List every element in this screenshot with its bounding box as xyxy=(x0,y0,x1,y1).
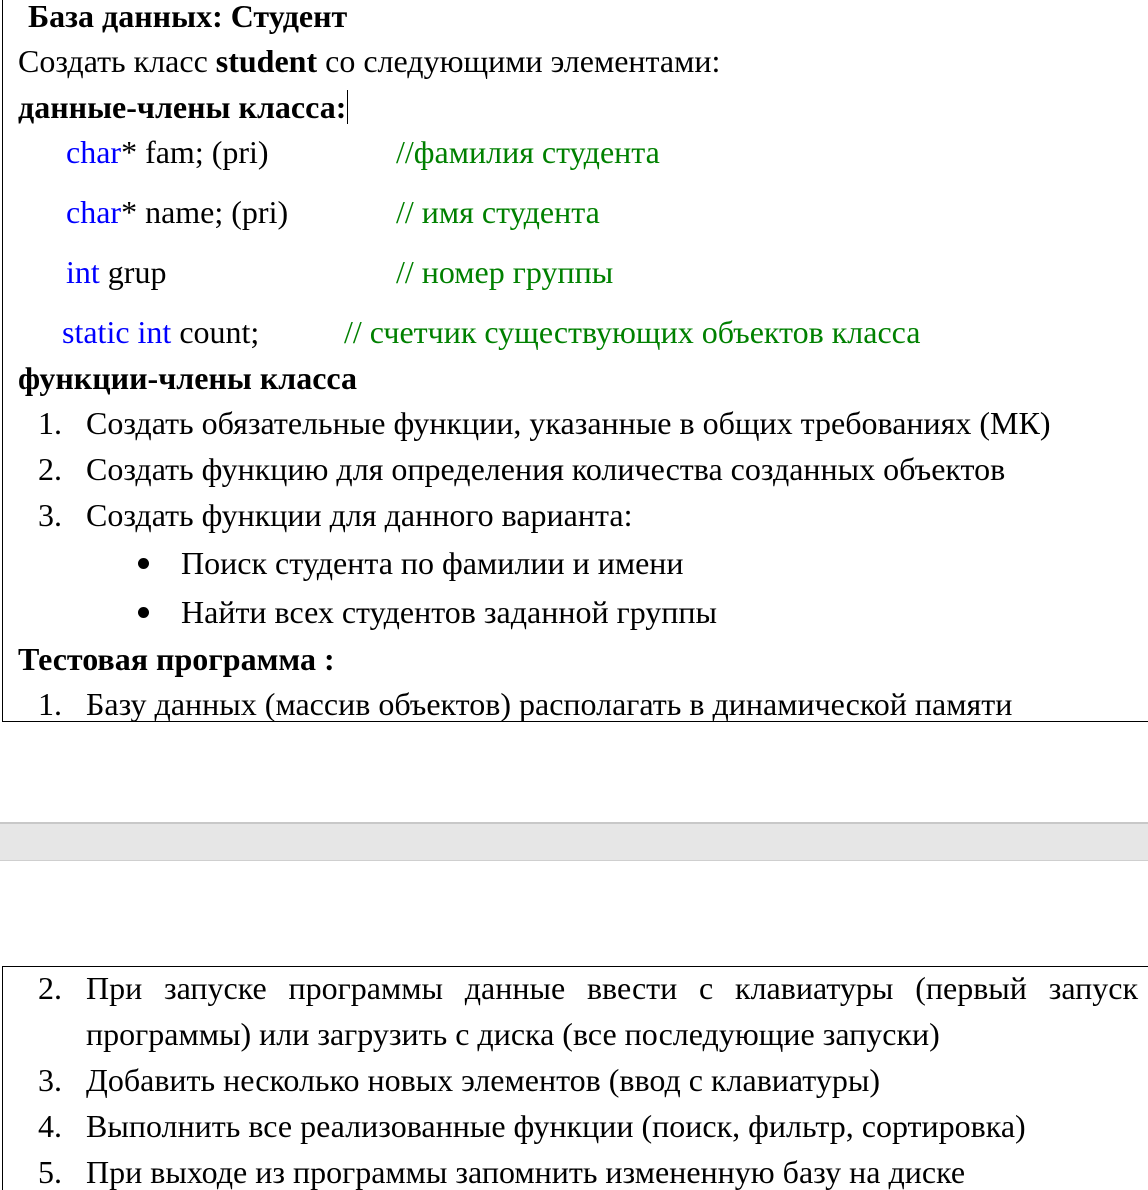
member-type: static int xyxy=(62,314,172,350)
page-separator xyxy=(0,822,1148,861)
document-page-2 xyxy=(0,966,1148,1190)
member-decl: count; xyxy=(171,314,260,350)
data-members-heading[interactable] xyxy=(18,89,348,125)
intro-prefix: Создать класс xyxy=(18,43,216,79)
member-type: int xyxy=(66,254,100,290)
list-number: 4. xyxy=(38,1108,62,1144)
document-title[interactable]: База данных: Студент xyxy=(28,0,348,34)
bullet-item[interactable]: Поиск студента по фамилии и имени xyxy=(181,545,684,581)
member-decl: * name; (pri) xyxy=(121,194,289,230)
list-item[interactable]: При выходе из программы запомнить измененную базу на диске xyxy=(86,1154,966,1190)
member-decl: grup xyxy=(99,254,167,290)
list-item-continuation[interactable]: программы) или загрузить с диска (все последующие запуски) xyxy=(86,1016,940,1052)
bullet-icon xyxy=(138,607,149,618)
list-number: 2. xyxy=(38,451,62,487)
member-comment: // номер группы xyxy=(396,254,614,290)
list-item[interactable]: Создать обязательные функции, указанные в общих требованиях (МК) xyxy=(86,405,1051,441)
list-item[interactable]: Создать функцию для определения количества созданных объектов xyxy=(86,451,1006,487)
list-item[interactable]: Создать функции для данного варианта: xyxy=(86,497,633,533)
list-number: 1. xyxy=(38,686,62,722)
intro-line[interactable] xyxy=(18,43,720,79)
member-fam[interactable] xyxy=(66,134,269,170)
member-decl: * fam; (pri) xyxy=(121,134,269,170)
list-item[interactable]: Выполнить все реализованные функции (поиск, фильтр, сортировка) xyxy=(86,1108,1026,1144)
list-item[interactable]: При запуске программы данные ввести с клавиатуры (первый запуск xyxy=(86,970,1138,1006)
list-number: 3. xyxy=(38,497,62,533)
list-item[interactable]: Базу данных (массив объектов) располагать в динамической памяти xyxy=(86,686,1013,722)
data-members-heading-text: данные-члены класса: xyxy=(18,89,347,125)
member-grup[interactable] xyxy=(66,254,166,290)
list-number: 1. xyxy=(38,405,62,441)
list-item[interactable]: Добавить несколько новых элементов (ввод с клавиатуры) xyxy=(86,1062,881,1098)
class-name: student xyxy=(215,43,318,79)
intro-suffix: со следующими элементами: xyxy=(317,43,721,79)
list-number: 2. xyxy=(38,970,62,1006)
member-comment: //фамилия студента xyxy=(396,134,660,170)
member-comment: // счетчик существующих объектов класса xyxy=(344,314,921,350)
functions-heading[interactable]: функции-члены класса xyxy=(18,360,357,396)
list-number: 3. xyxy=(38,1062,62,1098)
text-cursor xyxy=(347,90,348,124)
bullet-item[interactable]: Найти всех студентов заданной группы xyxy=(181,594,718,630)
member-count[interactable] xyxy=(62,314,259,350)
member-name[interactable] xyxy=(66,194,288,230)
bullet-icon xyxy=(138,558,149,569)
member-type: char xyxy=(66,194,122,230)
member-comment: // имя студента xyxy=(396,194,600,230)
test-heading[interactable]: Тестовая программа : xyxy=(18,641,335,677)
member-type: char xyxy=(66,134,122,170)
list-number: 5. xyxy=(38,1154,62,1190)
